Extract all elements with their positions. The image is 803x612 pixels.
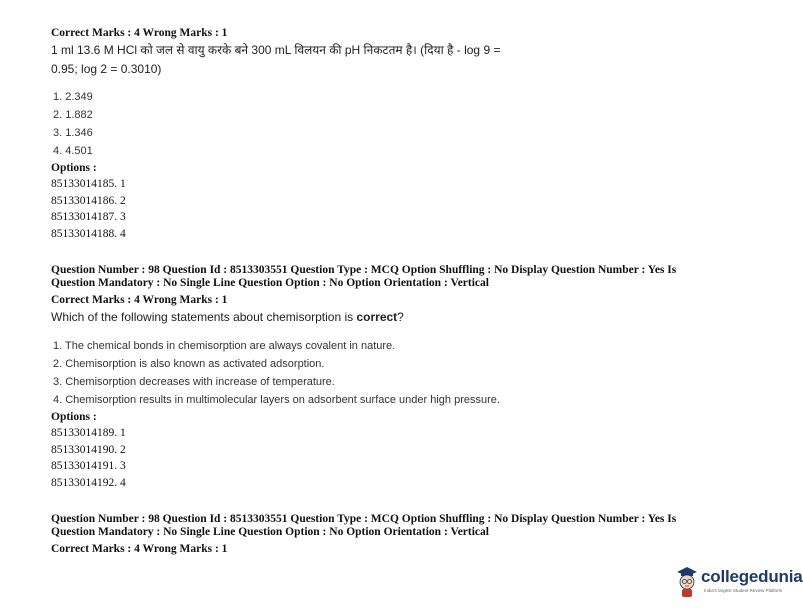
question-text-line-2: 0.95; log 2 = 0.3010) bbox=[51, 62, 162, 76]
choice-item: 1. 2.349 bbox=[53, 91, 93, 103]
option-code: 85133014192. 4 bbox=[51, 476, 126, 489]
logo-wordmark: collegedunia bbox=[701, 567, 803, 586]
marks-line: Correct Marks : 4 Wrong Marks : 1 bbox=[51, 294, 228, 306]
question-block-1 bbox=[51, 26, 751, 242]
choice-item: 2. Chemisorption is also known as activated adsorption. bbox=[53, 358, 325, 370]
choice-item: 2. 1.882 bbox=[53, 109, 93, 121]
question-text-main: Which of the following statements about chemisorption is bbox=[51, 310, 357, 324]
logo-tagline: India's largest Student Review Platform bbox=[704, 588, 783, 593]
question-text-line-1: 1 ml 13.6 M HCl को जल से वायु करके बने 300 mL विलयन की pH निकटतम है। (दिया है - log 9 = bbox=[51, 43, 501, 57]
option-code: 85133014188. 4 bbox=[51, 227, 126, 240]
option-code: 85133014187. 3 bbox=[51, 211, 126, 223]
question-text-emphasis: correct bbox=[356, 310, 398, 324]
marks-line: Correct Marks : 4 Wrong Marks : 1 bbox=[51, 27, 228, 39]
question-text bbox=[51, 41, 751, 79]
option-codes bbox=[51, 176, 751, 242]
question-meta bbox=[51, 513, 741, 539]
question-block-3 bbox=[51, 513, 751, 557]
choice-item: 3. 1.346 bbox=[53, 127, 93, 139]
question-meta-line-2: Question Mandatory : No Single Line Question Option : No Option Orientation : Vertical bbox=[51, 526, 489, 538]
question-meta-line-1: Question Number : 98 Question Id : 8513303551 Question Type : MCQ Option Shuffling : No Display Question Number : Yes Is bbox=[51, 264, 677, 276]
question-block-2 bbox=[51, 264, 751, 491]
question-text-end: ? bbox=[397, 310, 404, 324]
choice-list bbox=[51, 337, 751, 409]
question-meta-line-1: Question Number : 98 Question Id : 8513303551 Question Type : MCQ Option Shuffling : No Display Question Number : Yes Is bbox=[51, 513, 677, 525]
choice-item: 3. Chemisorption decreases with increase of temperature. bbox=[53, 376, 335, 388]
option-codes bbox=[51, 425, 751, 491]
question-text bbox=[51, 308, 751, 327]
student-mascot-icon bbox=[674, 564, 700, 598]
choice-item: 1. The chemical bonds in chemisorption are always covalent in nature. bbox=[53, 340, 396, 352]
option-code: 85133014190. 2 bbox=[51, 443, 126, 456]
collegedunia-logo bbox=[674, 564, 803, 608]
marks-line: Correct Marks : 4 Wrong Marks : 1 bbox=[51, 543, 228, 555]
document-page bbox=[51, 26, 751, 557]
option-code: 85133014191. 3 bbox=[51, 460, 126, 472]
choice-list bbox=[51, 88, 751, 160]
question-meta-line-2: Question Mandatory : No Single Line Question Option : No Option Orientation : Vertical bbox=[51, 277, 489, 289]
choice-item: 4. 4.501 bbox=[53, 145, 93, 157]
question-meta bbox=[51, 264, 741, 290]
option-code: 85133014186. 2 bbox=[51, 194, 126, 207]
option-code: 85133014185. 1 bbox=[51, 178, 126, 190]
choice-item: 4. Chemisorption results in multimolecular layers on adsorbent surface under high pressure. bbox=[53, 394, 500, 406]
options-heading: Options : bbox=[51, 411, 97, 423]
option-code: 85133014189. 1 bbox=[51, 427, 126, 439]
options-heading: Options : bbox=[51, 162, 97, 174]
